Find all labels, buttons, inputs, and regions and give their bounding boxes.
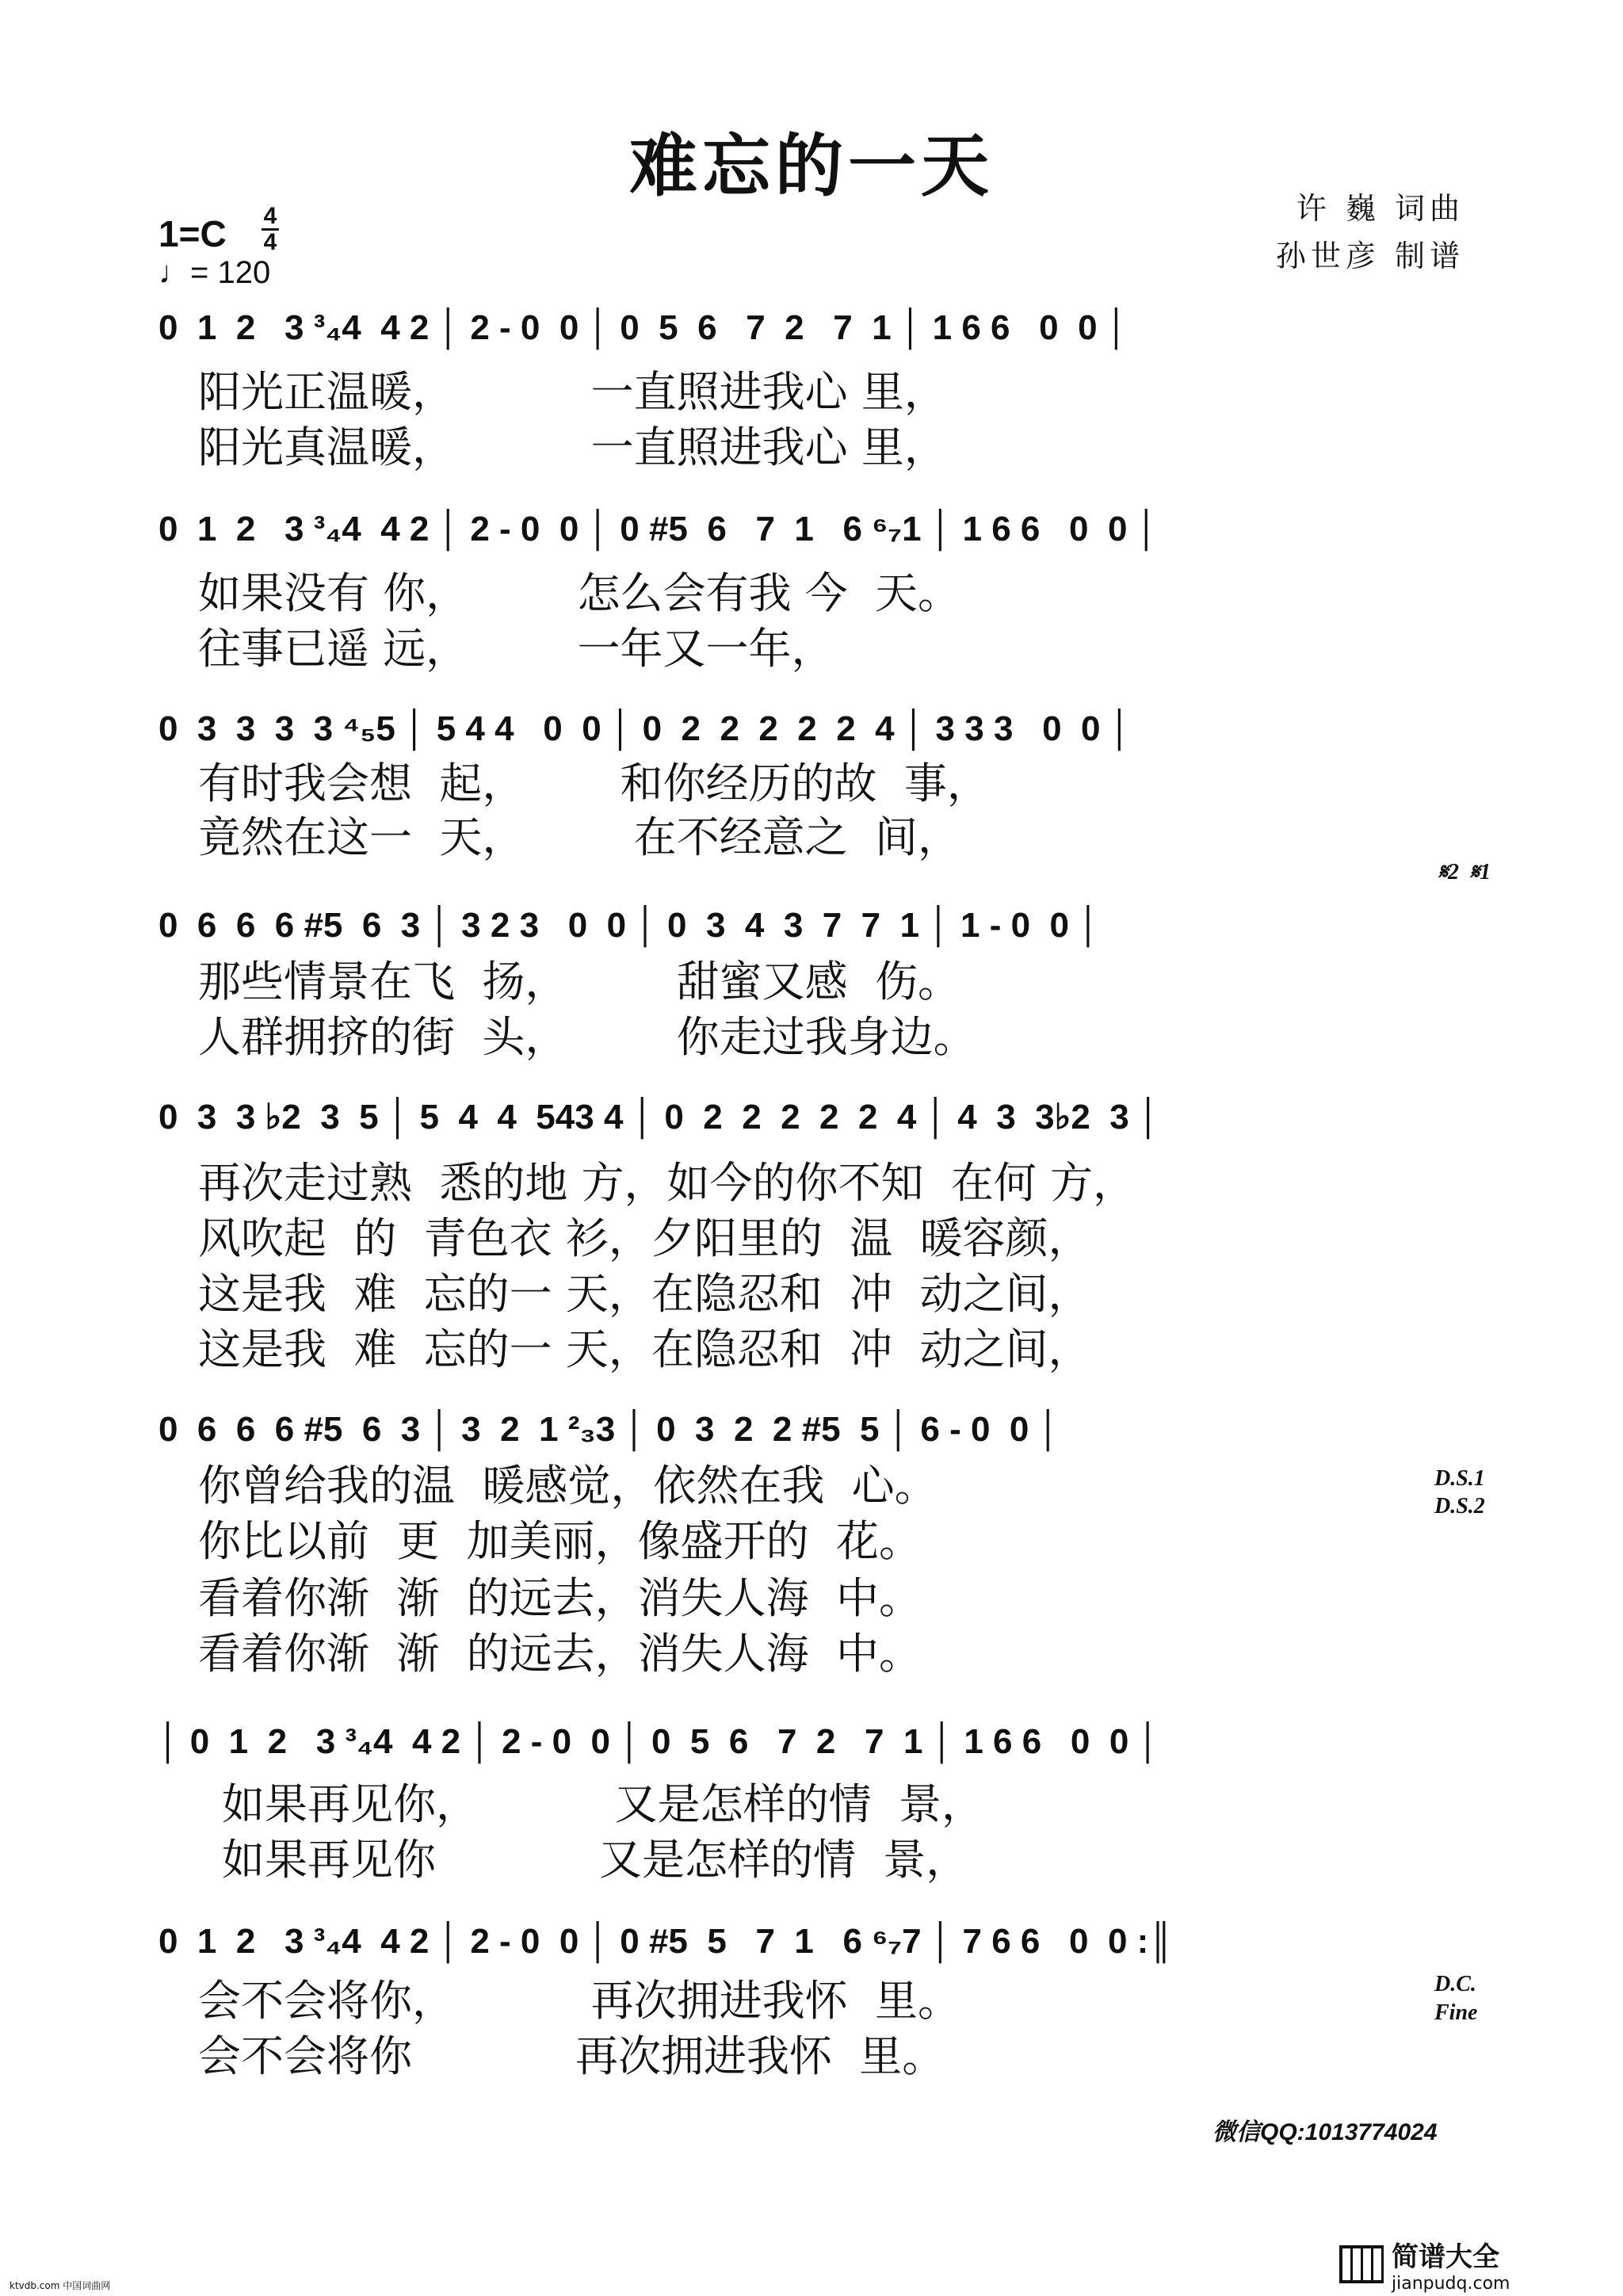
system-6-lyrics-verse-3: 看着你渐 渐 的远去，消失人海 中。: [198, 1573, 922, 1623]
system-7-lyrics-verse-1: 如果再见你， 又是怎样的情 景，: [222, 1779, 984, 1829]
dc-marker: D.C.: [1434, 1972, 1476, 1996]
system-5-lyrics-verse-3: 这是我 难 忘的一 天，在隐忍和 冲 动之间，: [198, 1269, 1091, 1319]
system-8-lyrics-verse-1: 会不会将你， 再次拥进我怀 里。: [198, 1976, 960, 2026]
song-title: 难忘的一天: [629, 126, 994, 206]
system-2-notes: 0 1 2 3 ³₄4 4 2 │ 2 - 0 0 │ 0 #5 6 7 1 6 ⁶₇1 │ 1 6 6 0 0 │: [158, 510, 1159, 548]
system-1-notes: 0 1 2 3 ³₄4 4 2 │ 2 - 0 0 │ 0 5 6 7 2 7 1 │ 1 6 6 0 0 │: [158, 308, 1129, 347]
system-3-lyrics-verse-2: 竟然在这一 天， 在不经意之 间，: [198, 812, 960, 862]
piano-keys-icon: [1339, 2245, 1384, 2283]
logo-text: 简谱大全: [1392, 2241, 1499, 2273]
system-6-lyrics-verse-1: 你曾给我的温 暖感觉，依然在我 心。: [198, 1461, 938, 1511]
system-7-notes: │ 0 1 2 3 ³₄4 4 2 │ 2 - 0 0 │ 0 5 6 7 2 7 1 │ 1 6 6 0 0 │: [158, 1722, 1161, 1761]
system-5-notes: 0 3 3 ♭2 3 5 │ 5 4 4 543 4 │ 0 2 2 2 2 2 4 │ 4 3 3♭2 3 │: [158, 1098, 1161, 1137]
system-4-lyrics-verse-1: 那些情景在飞 扬， 甜蜜又感 伤。: [198, 957, 960, 1007]
ds-1-marker: D.S.1: [1434, 1466, 1485, 1491]
system-5-lyrics-verse-4: 这是我 难 忘的一 天，在隐忍和 冲 动之间，: [198, 1324, 1091, 1374]
system-3-lyrics-verse-1: 有时我会想 起， 和你经历的故 事，: [198, 758, 990, 808]
system-5-lyrics-verse-1: 再次走过熟 悉的地 方，如今的你不知 在何 方，: [198, 1158, 1136, 1208]
system-6-lyrics-verse-2: 你比以前 更 加美丽，像盛开的 花。: [198, 1516, 922, 1566]
system-8-notes: 0 1 2 3 ³₄4 4 2 │ 2 - 0 0 │ 0 #5 5 7 1 6 ⁶₇7 │ 7 6 6 0 0 :║: [158, 1922, 1174, 1961]
system-2-lyrics-verse-1: 如果没有 你， 怎么会有我 今 天。: [198, 568, 960, 618]
footer-watermark: ktvdb.com 中国词曲网: [10, 2280, 111, 2291]
system-4-lyrics-verse-2: 人群拥挤的街 头， 你走过我身边。: [198, 1012, 976, 1062]
key-signature: 1=C: [158, 213, 227, 254]
credit-lyricist-composer: 许 巍 词曲: [1296, 191, 1465, 226]
system-8-lyrics-verse-2: 会不会将你 再次拥进我怀 里。: [198, 2031, 945, 2081]
system-3-notes: 0 3 3 3 3 ⁴₅5 │ 5 4 4 0 0 │ 0 2 2 2 2 2 4 │ 3 3 3 0 0 │: [158, 709, 1132, 748]
system-5-lyrics-verse-2: 风吹起 的 青色衣 衫，夕阳里的 温 暖容颜，: [198, 1213, 1091, 1263]
logo-url: jianpudq.com: [1392, 2274, 1510, 2294]
credit-arranger: 孙世彦 制谱: [1275, 239, 1465, 273]
system-1-lyrics-verse-2: 阳光真温暖， 一直照进我心 里，: [198, 422, 947, 472]
system-6-notes: 0 6 6 6 #5 6 3 │ 3 2 1 ²₃3 │ 0 3 2 2 #5 5 │ 6 - 0 0 │: [158, 1410, 1061, 1449]
fine-marker: Fine: [1434, 2000, 1478, 2025]
system-4-notes: 0 6 6 6 #5 6 3 │ 3 2 3 0 0 │ 0 3 4 3 7 7 1 │ 1 - 0 0 │: [158, 906, 1101, 945]
time-signature-bottom: 4: [263, 229, 277, 255]
system-1-lyrics-verse-1: 阳光正温暖， 一直照进我心 里，: [198, 367, 947, 417]
ds-2-marker: D.S.2: [1434, 1494, 1485, 1519]
segno-markers: 𝄋2 𝄋1: [1438, 860, 1491, 884]
site-logo: [1339, 2235, 1510, 2294]
contact-info: 微信QQ:1013774024: [1212, 2119, 1438, 2145]
time-signature: [262, 204, 279, 254]
system-6-lyrics-verse-4: 看着你渐 渐 的远去，消失人海 中。: [198, 1629, 922, 1679]
tempo-marking: ♩= 120: [158, 255, 271, 290]
time-signature-top: 4: [263, 203, 277, 229]
system-7-lyrics-verse-2: 如果再见你 又是怎样的情 景，: [222, 1835, 969, 1885]
system-2-lyrics-verse-2: 往事已遥 远， 一年又一年，: [198, 624, 834, 674]
